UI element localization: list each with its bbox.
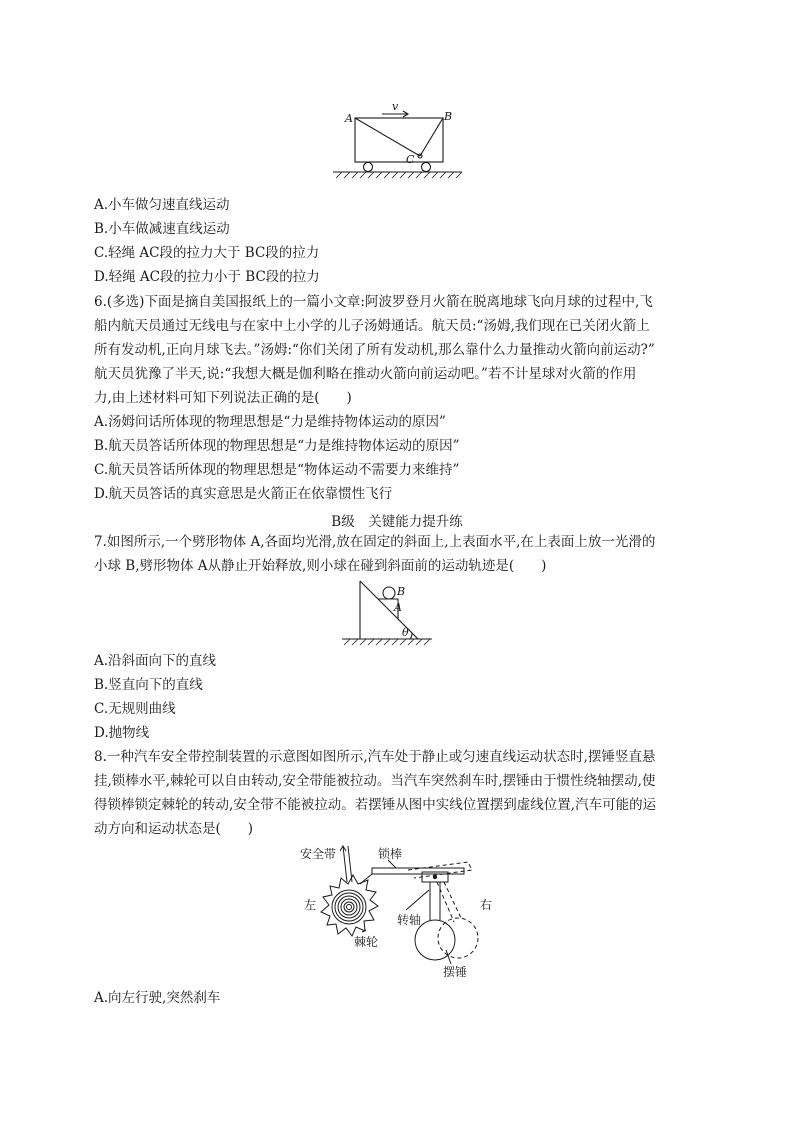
q6-stem-line-2: 船内航天员通过无线电与在家中上小学的儿子汤姆通话。航天员:“汤姆,我们现在已关闭火箭上 [94, 318, 650, 334]
section-heading: B级 关键能力提升练 [331, 514, 463, 530]
label-axis: 转轴 [397, 913, 422, 927]
q7-option-d: D.抛物线 [94, 725, 150, 741]
q7-stem-line-1: 7.如图所示,一个劈形物体 A,各面均光滑,放在固定的斜面上,上表面水平,在上表面上放一光滑的 [94, 534, 656, 550]
q6-stem-line-5: 力,由上述材料可知下列说法正确的是( ) [94, 390, 352, 406]
q7-option-c: C.无规则曲线 [94, 701, 176, 717]
q5-option-a: A.小车做匀速直线运动 [94, 197, 230, 213]
label-theta: θ [402, 626, 409, 639]
label-v: v [392, 100, 399, 113]
q8-stem-line-2: 挂,锁棒水平,棘轮可以自由转动,安全带能被拉动。当汽车突然刹车时,摆锤由于惯性绕轴摆动,使 [94, 773, 656, 789]
label-a: A [394, 601, 402, 614]
q7-stem-line-2: 小球 B,劈形物体 A从静止开始释放,则小球在碰到斜面前的运动轨迹是( ) [94, 558, 547, 574]
wedge-figure [340, 578, 450, 648]
q6-option-c: C.航天员答话所体现的物理思想是“物体运动不需要力来维持” [94, 462, 460, 478]
q8-stem-line-4: 动方向和运动状态是( ) [94, 821, 254, 837]
q5-option-d: D.轻绳 AC段的拉力小于 BC段的拉力 [94, 269, 320, 285]
q6-stem-line-3: 所有发动机,正向月球飞去。”汤姆:“你们关闭了所有发动机,那么靠什么力量推动火箭向前运动?” [94, 342, 655, 358]
cart-figure [330, 100, 470, 186]
label-pendulum: 摆锤 [443, 965, 468, 979]
label-lock-bar: 锁棒 [378, 847, 403, 861]
q6-option-b: B.航天员答话所体现的物理思想是“力是维持物体运动的原因” [94, 438, 460, 454]
q8-stem-line-3: 得锁棒锁定棘轮的转动,安全带不能被拉动。若摆锤从图中实线位置摆到虚线位置,汽车可能的运 [94, 797, 657, 813]
label-b: B [397, 585, 406, 598]
q6-option-d: D.航天员答话的真实意思是火箭正在依靠惯性飞行 [94, 486, 393, 502]
q6-stem-line-4: 航天员犹豫了半天,说:“我想大概是伽利略在推动火箭向前运动吧。”若不计星球对火箭的作用 [94, 366, 637, 382]
q8-option-a: A.向左行驶,突然刹车 [94, 990, 221, 1006]
seatbelt-figure [296, 840, 506, 985]
label-ratchet: 棘轮 [354, 935, 379, 949]
label-left: 左 [304, 898, 317, 912]
label-c: C [406, 153, 415, 166]
q8-stem-line-1: 8.一种汽车安全带控制装置的示意图如图所示,汽车处于静止或匀速直线运动状态时,摆锤竖直悬 [94, 749, 656, 765]
q6-stem-line-1: 6.(多选)下面是摘自美国报纸上的一篇小文章:阿波罗登月火箭在脱离地球飞向月球的过程中,飞 [94, 294, 653, 310]
q5-option-c: C.轻绳 AC段的拉力大于 BC段的拉力 [94, 245, 320, 261]
label-a: A [345, 112, 353, 125]
q7-option-b: B.竖直向下的直线 [94, 677, 203, 693]
label-right: 右 [480, 898, 493, 912]
q5-option-b: B.小车做减速直线运动 [94, 221, 230, 237]
label-b: B [444, 110, 453, 123]
q7-option-a: A.沿斜面向下的直线 [94, 653, 217, 669]
label-belt: 安全带 [300, 847, 337, 861]
q6-option-a: A.汤姆问话所体现的物理思想是“力是维持物体运动的原因” [94, 414, 446, 430]
